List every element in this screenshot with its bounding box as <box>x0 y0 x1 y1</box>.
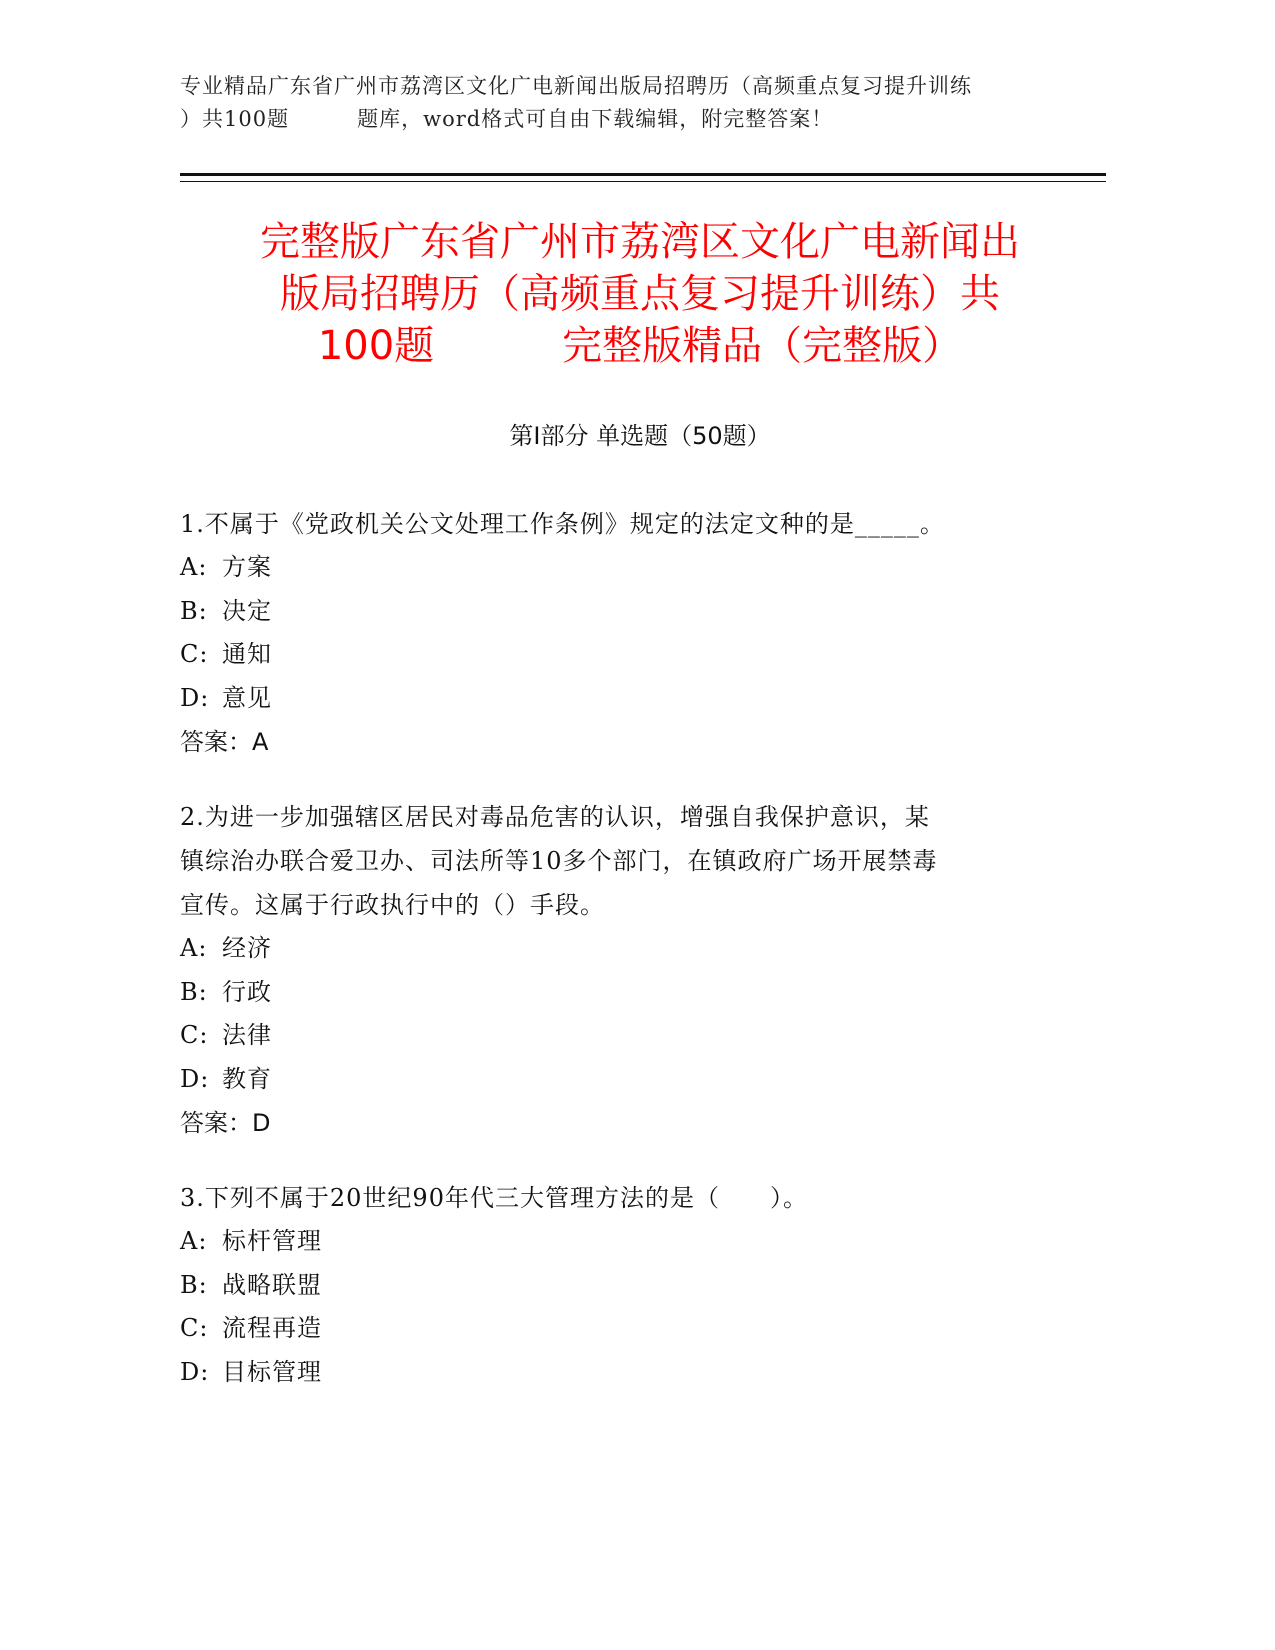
option-b <box>180 1264 1100 1308</box>
option-text: 决定 <box>222 596 272 625</box>
option-text: 意见 <box>222 683 272 712</box>
option-c <box>180 1014 1100 1058</box>
option-text: 方案 <box>222 553 272 581</box>
option-letter: C: <box>180 1314 209 1342</box>
option-letter: B: <box>180 596 208 625</box>
header-divider-thin <box>180 181 1106 182</box>
option-text: 目标管理 <box>222 1357 322 1386</box>
option-text: 流程再造 <box>222 1314 322 1342</box>
option-c <box>180 1307 1100 1351</box>
question-3 <box>180 1176 1100 1394</box>
title-line-3-right: 完整版精品（完整版） <box>562 323 963 369</box>
option-text: 教育 <box>222 1064 272 1093</box>
option-a <box>180 927 1100 971</box>
option-b <box>180 590 1100 634</box>
answer: 答案：A <box>180 728 269 756</box>
header-line-2-right: 题库，word格式可自由下载编辑，附完整答案！ <box>357 107 834 131</box>
title-line-1: 完整版广东省广州市荔湾区文化广电新闻出 <box>260 219 1020 265</box>
title-line-3 <box>180 320 1100 372</box>
header-line-1: 专业精品广东省广州市荔湾区文化广电新闻出版局招聘历（高频重点复习提升训练 <box>180 74 972 98</box>
option-text: 经济 <box>222 934 272 962</box>
option-text: 法律 <box>222 1021 272 1049</box>
question-2 <box>180 795 1100 1145</box>
option-text: 战略联盟 <box>222 1270 322 1299</box>
option-letter: A: <box>180 934 208 962</box>
question-list <box>180 502 1100 1425</box>
question-stem: 3.下列不属于20世纪90年代三大管理方法的是（ ）。 <box>180 1184 808 1212</box>
option-c <box>180 633 1100 677</box>
document-title <box>180 216 1100 372</box>
option-a <box>180 546 1100 590</box>
header-divider-thick <box>180 173 1106 176</box>
question-stem-line: 镇综治办联合爱卫办、司法所等10多个部门，在镇政府广场开展禁毒 <box>180 847 938 875</box>
header-line-2 <box>180 103 1100 136</box>
option-d <box>180 1058 1100 1102</box>
title-line-2: 版局招聘历（高频重点复习提升训练）共 <box>280 271 1000 317</box>
question-stem-line: 2.为进一步加强辖区居民对毒品危害的认识，增强自我保护意识，某 <box>180 803 930 831</box>
option-text: 通知 <box>222 640 272 668</box>
option-d <box>180 677 1100 721</box>
option-b <box>180 971 1100 1015</box>
document-header <box>180 70 1100 136</box>
header-line-2-left: ）共100题 <box>180 107 290 131</box>
option-d <box>180 1351 1100 1395</box>
option-a <box>180 1220 1100 1264</box>
option-letter: D: <box>180 1357 210 1386</box>
title-line-3-left: 100题 <box>317 323 435 369</box>
option-letter: C: <box>180 640 209 668</box>
option-letter: B: <box>180 1270 208 1299</box>
question-1 <box>180 502 1100 764</box>
section-title: 第Ⅰ部分 单选题（50题） <box>509 422 771 450</box>
question-stem-line: 宣传。这属于行政执行中的（）手段。 <box>180 891 605 919</box>
option-letter: A: <box>180 553 208 581</box>
option-letter: A: <box>180 1227 208 1255</box>
option-text: 标杆管理 <box>222 1227 322 1255</box>
option-letter: D: <box>180 1064 210 1093</box>
option-letter: C: <box>180 1021 209 1049</box>
option-letter: B: <box>180 977 208 1006</box>
answer: 答案：D <box>180 1109 271 1137</box>
option-letter: D: <box>180 683 210 712</box>
question-stem: 1.不属于《党政机关公文处理工作条例》规定的法定文种的是_____。 <box>180 510 945 538</box>
option-text: 行政 <box>222 977 272 1006</box>
